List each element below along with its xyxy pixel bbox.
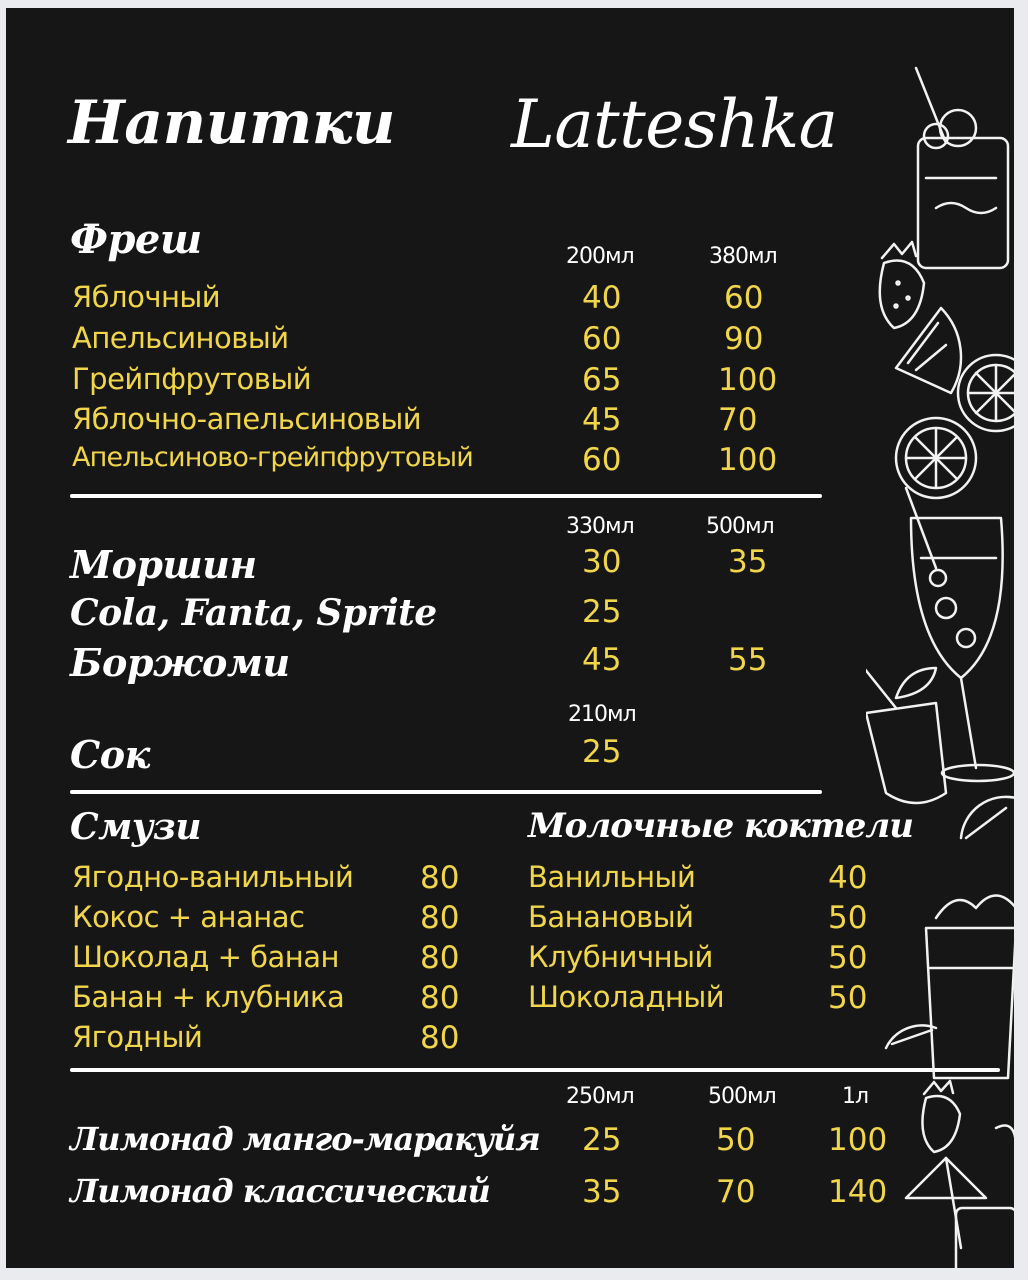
milkshake-item-price: 40: [828, 860, 868, 896]
fresh-item-name: Апельсиново-грейпфрутовый: [72, 442, 474, 473]
smoothie-title: Смузи: [70, 806, 202, 848]
juice-price: 25: [582, 734, 622, 770]
brand-logo: Latteshka: [511, 86, 838, 163]
drink-item-price-1: 25: [582, 594, 622, 630]
cocktail-glass-icon: [916, 68, 1008, 268]
page-title: Напитки: [68, 88, 396, 158]
divider: [70, 494, 822, 498]
lemonade-item-price-2: 70: [716, 1174, 756, 1210]
lemonade-item-price-3: 140: [828, 1174, 888, 1210]
cocktail-glass-icon: [906, 1126, 1014, 1269]
mint-glass-icon: [866, 658, 1014, 838]
lemonade-item-price-1: 25: [582, 1122, 622, 1158]
smoothie-item-name: Кокос + ананас: [72, 900, 305, 934]
fresh-title: Фреш: [70, 216, 202, 263]
drink-item-name: Cola, Fanta, Sprite: [70, 592, 437, 634]
smoothie-item-price: 80: [420, 900, 460, 936]
fresh-item-name: Апельсиновый: [72, 321, 289, 355]
fresh-item-price-2: 60: [724, 280, 764, 316]
drink-item-name: Боржоми: [70, 640, 290, 685]
juice-name: Сок: [70, 732, 150, 777]
juice-volume: 210мл: [568, 702, 636, 727]
wine-glass-icon: [906, 488, 1014, 781]
divider: [70, 1068, 1000, 1072]
milkshake-item-name: Клубничный: [528, 940, 713, 974]
fresh-item-price-1: 45: [582, 402, 622, 438]
milkshake-item-name: Банановый: [528, 900, 694, 934]
smoothie-item-price: 80: [420, 1020, 460, 1056]
drinks-volume-2: 500мл: [706, 514, 774, 539]
milkshake-item-name: Шоколадный: [528, 980, 725, 1014]
lemonade-item-price-3: 100: [828, 1122, 888, 1158]
smoothie-item-name: Ягодно-ванильный: [72, 860, 354, 894]
lemonade-item-name: Лимонад манго-маракуйя: [70, 1120, 540, 1158]
milkshake-item-price: 50: [828, 900, 868, 936]
lemonade-volume-1: 250мл: [566, 1084, 634, 1109]
drinks-sketch-decoration: [866, 48, 1014, 1268]
fresh-item-name: Яблочно-апельсиновый: [72, 402, 422, 436]
milkshake-item-name: Ванильный: [528, 860, 696, 894]
smoothie-item-name: Шоколад + банан: [72, 940, 339, 974]
milkshake-item-price: 50: [828, 980, 868, 1016]
milkshakes-title: Молочные коктели: [528, 806, 913, 846]
drink-item-price-2: 35: [728, 544, 768, 580]
drink-item-price-1: 45: [582, 642, 622, 678]
strawberry-icon: [922, 1081, 960, 1152]
drinks-volume-1: 330мл: [566, 514, 634, 539]
drink-item-name: Моршин: [70, 542, 257, 587]
lemonade-volume-2: 500мл: [708, 1084, 776, 1109]
drink-item-price-2: 55: [728, 642, 768, 678]
fresh-volume-2: 380мл: [709, 244, 777, 269]
milkshake-item-price: 50: [828, 940, 868, 976]
fresh-item-price-2: 70: [718, 402, 758, 438]
fresh-item-price-2: 100: [718, 442, 778, 478]
smoothie-item-name: Ягодный: [72, 1020, 203, 1054]
fresh-item-name: Яблочный: [72, 280, 221, 314]
lemonade-item-price-1: 35: [582, 1174, 622, 1210]
fresh-item-price-1: 60: [582, 321, 622, 357]
drink-item-price-1: 30: [582, 544, 622, 580]
fresh-volume-1: 200мл: [566, 244, 634, 269]
divider: [70, 790, 822, 794]
smoothie-item-price: 80: [420, 980, 460, 1016]
lemonade-volume-3: 1л: [842, 1084, 869, 1109]
menu-board: [6, 8, 1014, 1268]
fresh-item-price-2: 100: [718, 362, 778, 398]
lemonade-item-name: Лимонад классический: [70, 1172, 490, 1210]
fresh-item-price-1: 40: [582, 280, 622, 316]
smoothie-item-price: 80: [420, 860, 460, 896]
fresh-item-price-2: 90: [724, 321, 764, 357]
smoothie-item-price: 80: [420, 940, 460, 976]
mint-glass-icon: [886, 896, 1014, 1079]
fresh-item-price-1: 65: [582, 362, 622, 398]
fresh-item-price-1: 60: [582, 442, 622, 478]
citrus-slice-icon: [896, 308, 1014, 498]
lemonade-item-price-2: 50: [716, 1122, 756, 1158]
fresh-item-name: Грейпфрутовый: [72, 362, 312, 396]
smoothie-item-name: Банан + клубника: [72, 980, 345, 1014]
